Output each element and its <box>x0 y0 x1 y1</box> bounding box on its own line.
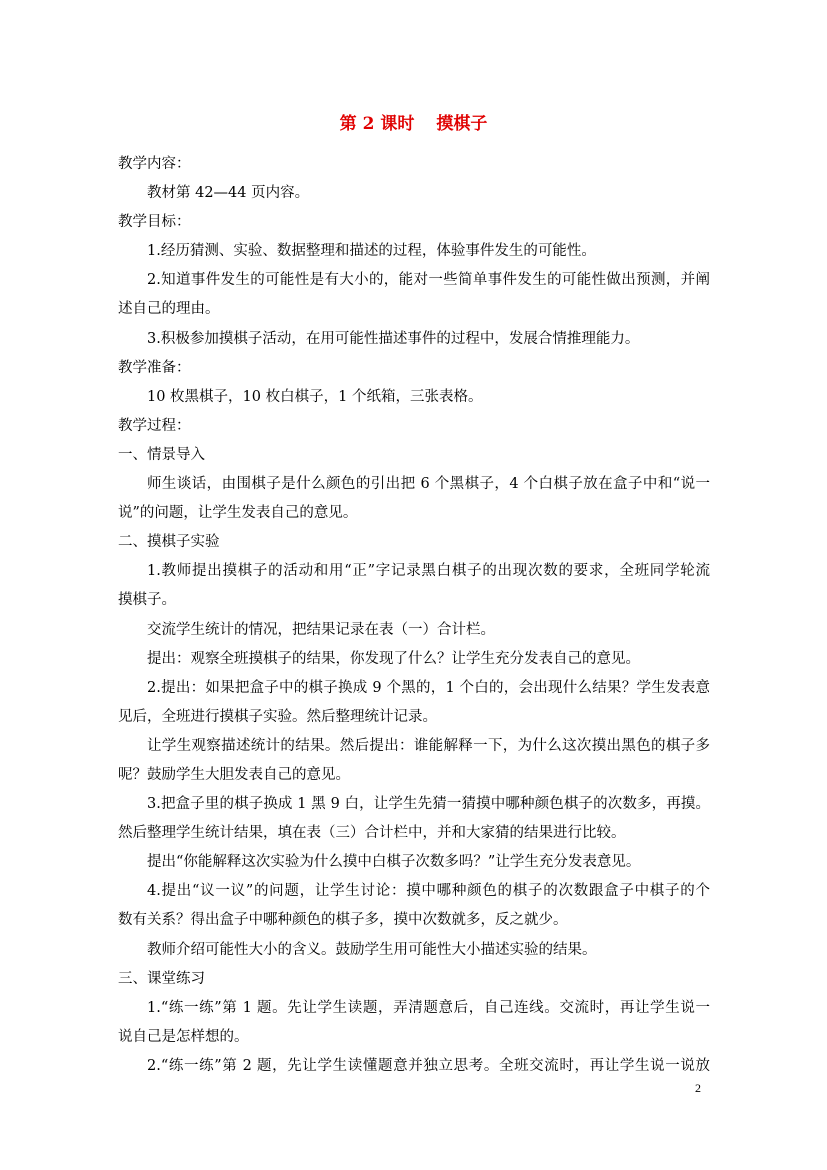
text-line: 2.知道事件发生的可能性是有大小的，能对一些简单事件发生的可能性做出预测，并阐 <box>147 272 710 289</box>
text-line: 交流学生统计的情况，把结果记录在表（一）合计栏。 <box>147 621 495 638</box>
lesson-title <box>0 112 827 136</box>
text-line: 2.提出：如果把盒子中的棋子换成 9 个黑的，1 个白的，会出现什么结果？学生发表意 <box>147 679 710 696</box>
text-line: 述自己的理由。 <box>118 301 220 318</box>
text-line: 教学准备： <box>118 359 191 376</box>
text-line: 教学目标： <box>118 214 191 231</box>
text-line: 说自己是怎样想的。 <box>118 1028 249 1045</box>
text-line: 3.积极参加摸棋子活动，在用可能性描述事件的过程中，发展合情推理能力。 <box>147 330 640 347</box>
lesson-number: 第 2 课时 <box>339 114 415 134</box>
text-line: 见后，全班进行摸棋子实验。然后整理统计记录。 <box>118 708 437 725</box>
page-number: 2 <box>695 1081 701 1095</box>
text-line: 1.教师提出摸棋子的活动和用“正”字记录黑白棋子的出现次数的要求，全班同学轮流 <box>147 563 710 580</box>
lesson-topic: 摸棋子 <box>436 114 488 134</box>
text-line: 教材第 42—44 页内容。 <box>147 185 310 202</box>
text-line: 然后整理学生统计结果，填在表（三）合计栏中，并和大家猜的结果进行比较。 <box>118 825 626 842</box>
text-line: 4.提出“议一议”的问题，让学生讨论：摸中哪种颜色的棋子的次数跟盒子中棋子的个 <box>147 883 710 900</box>
text-line: 三、课堂练习 <box>118 970 205 987</box>
text-line: 数有关系？得出盒子中哪种颜色的棋子多，摸中次数就多，反之就少。 <box>118 912 568 929</box>
text-line: 教师介绍可能性大小的含义。鼓励学生用可能性大小描述实验的结果。 <box>147 941 597 958</box>
document-body <box>118 150 710 1081</box>
text-line: 1.“练一练”第 1 题。先让学生读题，弄清题意后，自己连线。交流时，再让学生说一 <box>147 999 710 1016</box>
text-line: 呢？鼓励学生大胆发表自己的意见。 <box>118 766 350 783</box>
text-line: 1.经历猜测、实验、数据整理和描述的过程，体验事件发生的可能性。 <box>147 243 596 260</box>
text-line: 让学生观察描述统计的结果。然后提出：谁能解释一下，为什么这次摸出黑色的棋子多 <box>147 737 710 754</box>
text-line: 提出：观察全班摸棋子的结果，你发现了什么？让学生充分发表自己的意见。 <box>147 650 640 667</box>
text-line: 说”的问题，让学生发表自己的意见。 <box>118 505 358 522</box>
text-line: 二、摸棋子实验 <box>118 534 220 551</box>
text-line: 10 枚黑棋子，10 枚白棋子，1 个纸箱，三张表格。 <box>147 388 483 405</box>
text-line: 提出“你能解释这次实验为什么摸中白棋子次数多吗？”让学生充分发表意见。 <box>147 854 641 871</box>
text-line: 师生谈话，由围棋子是什么颜色的引出把 6 个黑棋子，4 个白棋子放在盒子中和“说一 <box>147 476 710 493</box>
text-line: 3.把盒子里的棋子换成 1 黑 9 白，让学生先猜一猜摸中哪种颜色棋子的次数多，再摸。 <box>147 796 710 813</box>
text-line: 摸棋子。 <box>118 592 176 609</box>
text-line: 一、情景导入 <box>118 446 205 463</box>
text-line: 2.“练一练”第 2 题，先让学生读懂题意并独立思考。全班交流时，再让学生说一说放 <box>147 1057 710 1074</box>
text-line: 教学内容： <box>118 156 191 172</box>
text-line: 教学过程： <box>118 417 191 434</box>
